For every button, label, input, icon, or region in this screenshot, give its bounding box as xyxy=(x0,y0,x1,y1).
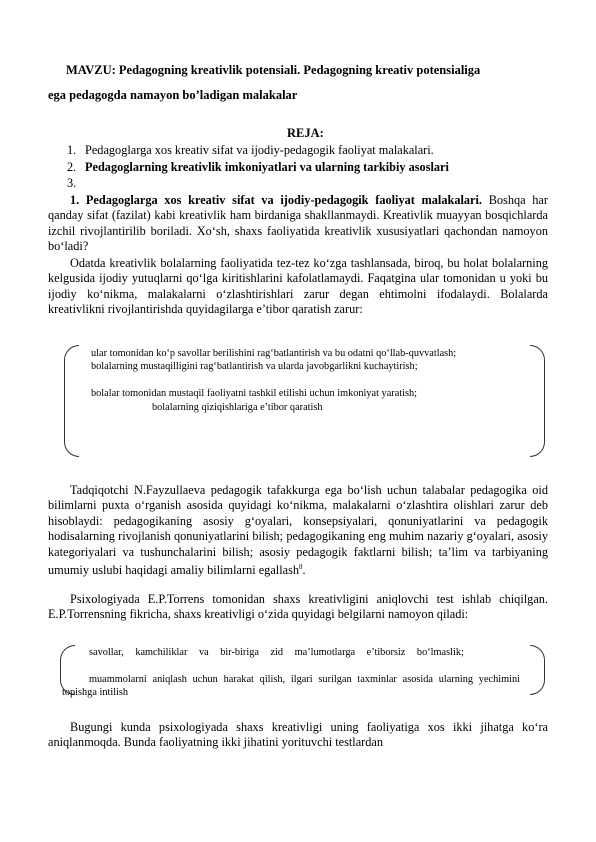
plan-item xyxy=(67,142,547,159)
paragraph-fayzullaeva-text: Tadqiqotchi N.Fayzullaeva pedagogik tafakkurga ega bo‘lish uchun talabalar pedagogika oid bilimlarni puxta o‘rganish asosida quyidagi ko‘nikma, malakalarni o‘zlashtira olishlari zarur deb hisoblaydi: pedagogikaning asosiy g‘oyalari, konsepsiyalari, qonuniyatlarini va pedagogik hodisalarning rivojlanish qonuniyatlarini bilish; pedagogikaning eng muhim nazariy g‘oyalari, asosiy kategoriyalari va tushunchalarini bilish; asosiy pedagogik faktlarni bilish; ta’lim va tarbiyaning umumiy uslubi haqidagi amaliy bilimlarni egallash xyxy=(48,483,548,578)
right-brace xyxy=(530,345,545,457)
plan-item-text: Pedagoglarga xos kreativ sifat va ijodiy-pedagogik faoliyat malakalari. xyxy=(85,143,434,157)
topic-line-1: MAVZU: Pedagogning kreativlik potensiali. Pedagogning kreativ potensialiga xyxy=(66,63,481,77)
topic-line-2: ega pedagogda namayon bo’ladigan malakalar xyxy=(48,88,298,102)
topic-title xyxy=(66,60,546,80)
box1-line-3: bolalar tomonidan mustaqil faoliyatni tashkil etilishi uchun imkoniyat yaratish; xyxy=(91,388,418,399)
section1-heading: 1. Pedagoglarga xos kreativ sifat va ijodiy-pedagogik faoliyat malakalari. xyxy=(70,193,482,207)
plan-heading: REJA: xyxy=(287,126,324,140)
box1-line-2-text: bolalarning mustaqilligini rag‘batlantirish va ularda javobgarlikni kuchaytirish; xyxy=(91,361,418,372)
paragraph-torrens: Psixologiyada E.P.Torrens tomonidan shaxs kreativligini aniqlovchi test ishlab chiqilgan. E.P.Torrensning fikricha, shaxs kreativligi o‘zida quyidagi belgilarni namoyon qiladi: xyxy=(48,592,548,622)
section1-paragraph-2: Odatda kreativlik bolalarning faoliyatida tez-tez ko‘zga tashlansada, biroq, bu holat bolalarning kelgusida ijodiy yutuqlarni qo‘lga kiritishlarini kafolatlamaydi. Faqatgina ular tomonidan u yoki bu ijodiy ko‘nikma, malakalarni o‘zlashtirishlari zarur degan ehtimolni ifodalaydi. Bolalarda kreativlikni rivojlantirishda quyidagilarga e’tibor qaratish zarur: xyxy=(48,256,548,317)
plan-item xyxy=(67,175,547,192)
box1-line-4: bolalarning qiziqishlariga e’tibor qaratish xyxy=(152,402,323,413)
plan-item-number: 2. xyxy=(67,159,77,174)
footnote-marker: 8 xyxy=(299,563,303,572)
plan-item-number: 3. xyxy=(67,176,77,190)
plan-item-number: 1. xyxy=(67,143,77,157)
section1-intro: Boshqa har qanday sifat (fazilat) kabi kreativlik ham birdaniga shakllanmaydi. Kreativlik muayyan bosqichlarda izchil rivojlantirilib boriladi. Xo‘sh, shaxs faoliyatida kreativlik xususiyatlari qachondan namoyon bo‘ladi? xyxy=(48,193,548,254)
box2-line-1-text: savollar, kamchiliklar va bir-biriga zid ma’lumotlarga e’tiborsiz bo‘lmaslik; xyxy=(89,647,464,658)
right-brace xyxy=(530,645,545,695)
paragraph-fayzullaeva: Tadqiqotchi N.Fayzullaeva pedagogik tafakkurga ega bo‘lish uchun talabalar pedagogika oid bilimlarni puxta o‘rganish asosida quyidagi ko‘nikma, malakalarni o‘zlashtira olishlari zarur deb hisoblaydi: pedagogikaning asosiy g‘oyalari, konsepsiyalari, qonuniyatlarini va pedagogik hodisalarning rivojlanish qonuniyatlarini bilish; pedagogikaning eng muhim nazariy g‘oyalari, asosiy kategoriyalari va tushunchalarini bilish; asosiy pedagogik faktlarni bilish; ta’lim va tarbiyaning umumiy uslubi haqidagi amaliy bilimlarni egallash$^8$. xyxy=(48,483,548,578)
section1-paragraph xyxy=(48,193,548,255)
topic-title-cont xyxy=(48,85,528,105)
box2-line-2 xyxy=(62,673,520,699)
plan-item xyxy=(67,159,547,176)
plan-item-text: Pedagoglarning kreativlik imkoniyatlari va ularning tarkibiy asoslari xyxy=(85,159,449,174)
box2-line-1 xyxy=(62,646,520,659)
box2-line-2-text: muammolarni aniqlash uchun harakat qilish, ilgari surilgan taxminlar asosida ularning yechimini topishga intilish xyxy=(62,674,520,698)
box1-line-1: ular tomonidan ko‘p savollar berilishini rag‘batlantirish va bu odatni qo‘llab-quvvatlash; xyxy=(91,348,457,359)
box1-line-2 xyxy=(62,360,521,373)
plan-list xyxy=(67,142,547,192)
paragraph-final: Bugungi kunda psixologiyada shaxs kreativligi uning faoliyatiga xos ikki jihatga ko‘ra aniqlanmoqda. Bunda faoliyatning ikki jihatini yorituvchi testlardan xyxy=(48,720,548,750)
